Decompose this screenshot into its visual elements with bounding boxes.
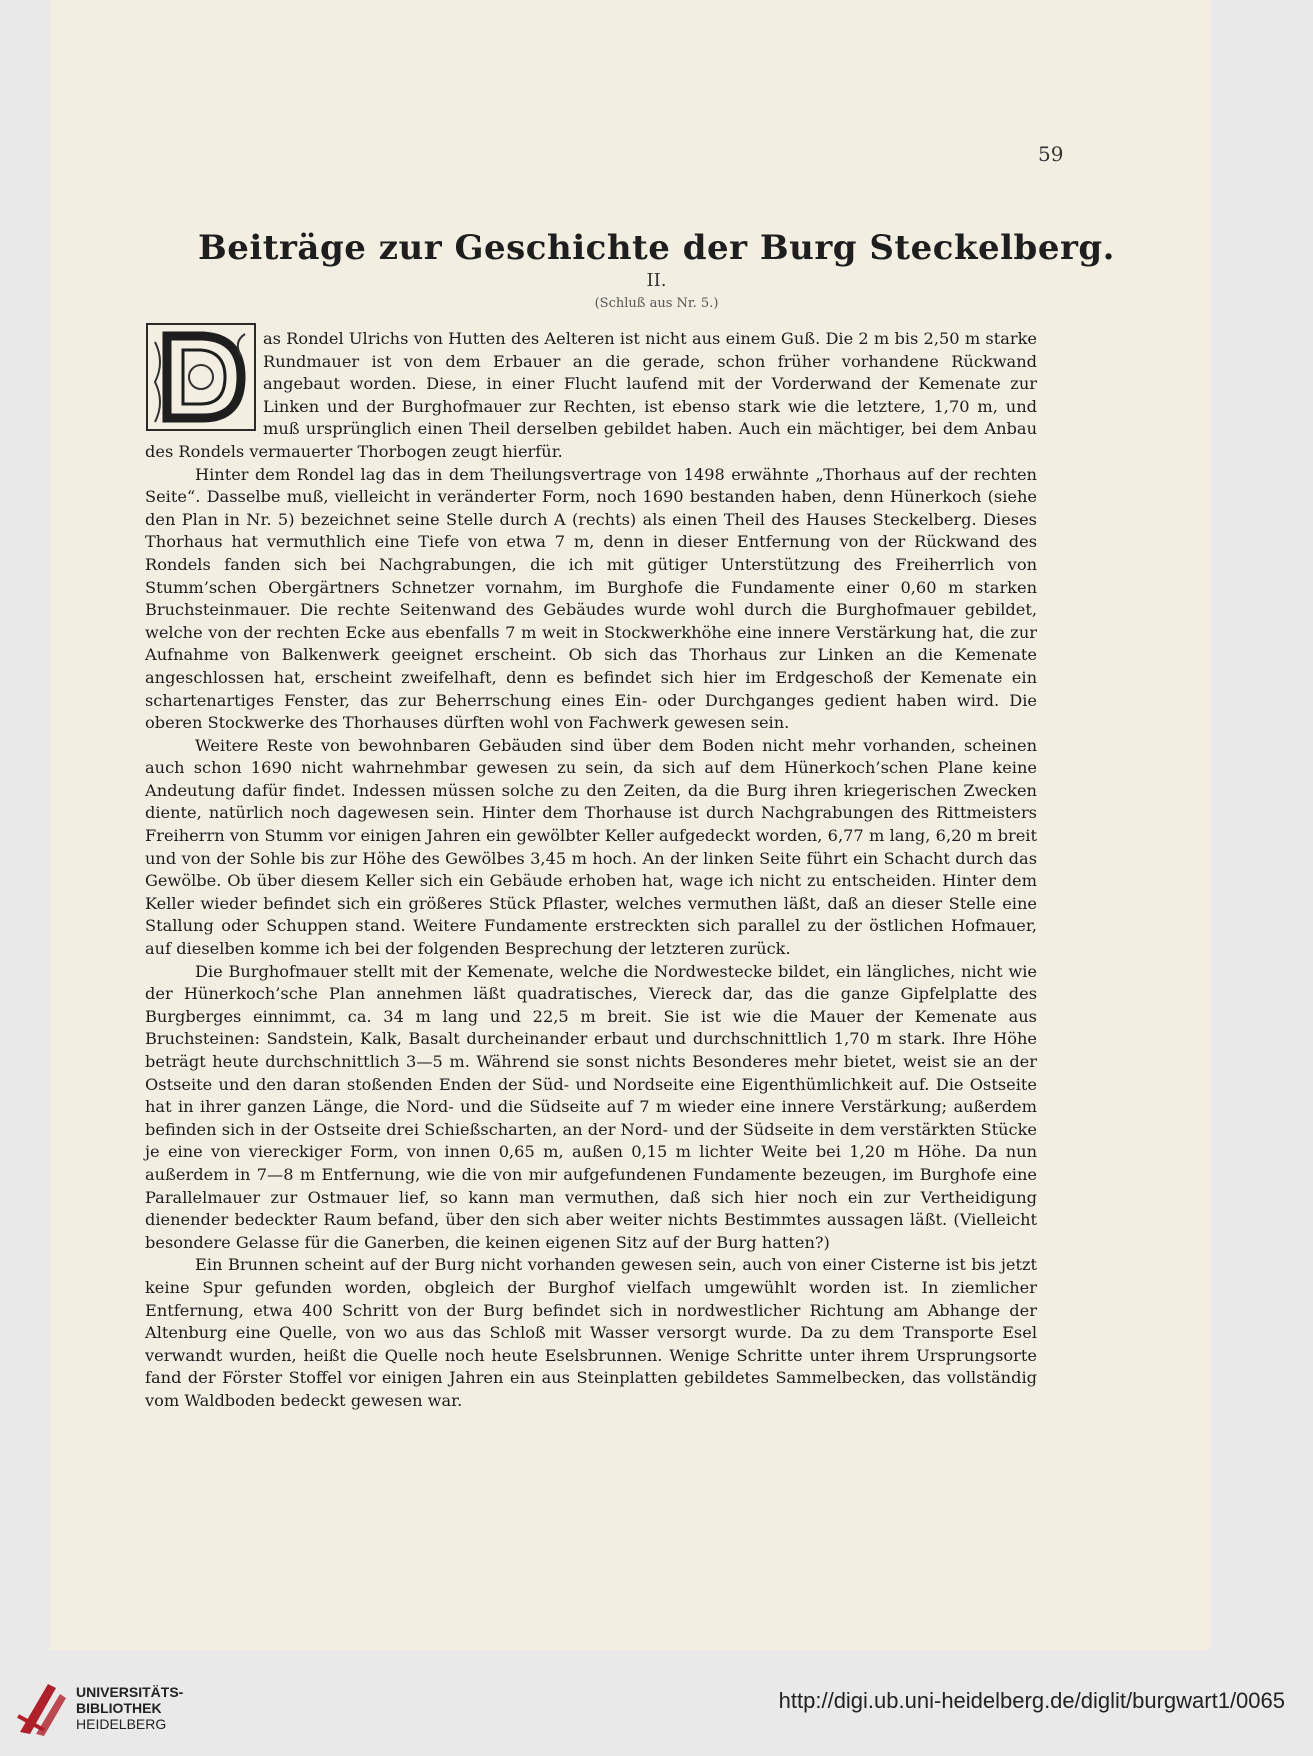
paragraph: Weitere Reste von bewohnbaren Gebäuden sind über dem Boden nicht mehr vorhanden, scheinen auch schon 1690 nicht wahrnehmbar gewesen zu sein, da sich auf dem Hünerkoch’schen Plane keine Andeutung dafür findet. Indessen müssen solche zu den Zeiten, da die Burg ihren kriegerischen Zwecken diente, natürlich noch dagewesen sein. Hinter dem Thorhause ist durch Nachgrabungen des Rittmeisters Freiherrn von Stumm vor einigen Jahren ein gewölbter Keller aufgedeckt worden, 6,77 m lang, 6,20 m breit und von der Sohle bis zur Höhe des Gewölbes 3,45 m hoch. An der linken Seite führt ein Schacht durch das Gewölbe. Ob über diesem Keller sich ein Gebäude erhoben hat, wage ich nicht zu entscheiden. Hinter dem Keller wieder befindet sich ein größeres Stück Pflaster, welches vermuthen läßt, daß an dieser Stelle eine Stallung oder Schuppen stand. Weitere Fundamente erstreckten sich parallel zu der östlichen Hofmauer, auf dieselben komme ich bei der folgenden Besprechung der letzteren zurück. (145, 735, 1037, 959)
footer-bar (0, 1650, 1313, 1756)
institution-line: HEIDELBERG (76, 1716, 167, 1732)
continuation-note: (Schluß aus Nr. 5.) (594, 296, 719, 311)
paragraph (145, 328, 1037, 464)
page-number: 59 (1038, 142, 1064, 166)
source-url-link[interactable]: http://digi.ub.uni-heidelberg.de/diglit/burgwart1/0065 (778, 1688, 1285, 1713)
institution-line: BIBLIOTHEK (76, 1700, 162, 1716)
article-title: Beiträge zur Geschichte der Burg Steckelberg. (198, 228, 1115, 268)
institution-name (76, 1684, 183, 1732)
institution-line: UNIVERSITÄTS- (76, 1684, 184, 1700)
paragraph: Die Burghofmauer stellt mit der Kemenate, welche die Nordwestecke bildet, ein längliches, nicht wie der Hünerkoch’sche Plan annehmen läßt quadratisches, Viereck dar, das die ganze Gipfelplatte des Burgberges einnimmt, ca. 34 m lang und 22,5 m breit. Sie ist wie die Mauer der Kemenate aus Bruchsteinen: Sandstein, Kalk, Basalt durcheinander erbaut und durchschnittlich 1,70 m stark. Ihre Höhe beträgt heute durchschnittlich 3—5 m. Während sie sonst nichts Besonderes mehr bietet, weist sie an der Ostseite und den daran stoßenden Enden der Süd- und Nordseite eine Eigenthümlichkeit auf. Die Ostseite hat in ihrer ganzen Länge, die Nord- und die Südseite auf 7 m wieder eine innere Verstärkung; außerdem befinden sich in der Ostseite drei Schießscharten, an der Nord- und der Südseite in dem verstärkten Stücke je eine von viereckiger Form, von innen 0,65 m, außen 0,15 m lichter Weite bei 1,20 m Höhe. Da nun außerdem in 7—8 m Entfernung, wie die von mir aufgefundenen Fundamente bezeugen, im Burghofe eine Parallelmauer zur Ostmauer lief, so kann man vermuthen, daß sich hier noch ein zur Vertheidigung dienender bedeckter Raum befand, über den sich aber weiter nichts Bestimmtes aussagen läßt. (Vielleicht besondere Gelasse für die Ganerben, die keinen eigenen Sitz auf der Burg hatten?) (145, 961, 1037, 1252)
initial-space (145, 328, 263, 436)
paragraph-text: as Rondel Ulrichs von Hutten des Aelteren ist nicht aus einem Guß. Die 2 m bis 2,50 m starke Rundmauer ist von dem Erbauer an die gerade, schon früher vorhandene Rückwand angebaut worden. Diese, in einer Flucht laufend mit der Vorderwand der Kemenate zur Linken und der Burghofmauer zur Rechten, ist ebenso stark wie die letztere, 1,70 m, und muß ursprünglich einen Theil derselben gebildet haben. Auch ein mächtiger, bei dem Anbau des Rondels vermauerter Thorbogen zeugt hierfür. (145, 329, 1037, 461)
paragraph: Ein Brunnen scheint auf der Burg nicht vorhanden gewesen sein, auch von einer Cisterne ist bis jetzt keine Spur gefunden worden, obgleich der Burghof vielfach umgewühlt worden ist. In ziemlicher Entfernung, etwa 400 Schritt von der Burg befindet sich in nordwestlicher Richtung am Abhange der Altenburg eine Quelle, von wo aus das Schloß mit Wasser versorgt wurde. Da zu dem Transporte Esel verwandt wurden, heißt die Quelle noch heute Eselsbrunnen. Wenige Schritte unter ihrem Ursprungsorte fand der Förster Stoffel vor einigen Jahren ein aus Steinplatten gebildetes Sammelbecken, das vollständig vom Waldboden bedeckt gewesen war. (145, 1255, 1037, 1410)
paragraph: Hinter dem Rondel lag das in dem Theilungsvertrage von 1498 erwähnte „Thorhaus auf der rechten Seite“. Dasselbe muß, vielleicht in veränderter Form, noch 1690 bestanden haben, denn Hünerkoch (siehe den Plan in Nr. 5) bezeichnet seine Stelle durch A (rechts) als einen Theil des Hauses Steckelberg. Dieses Thorhaus hat vermuthlich eine Tiefe von etwa 7 m, denn in dieser Entfernung von der Rückwand des Rondels fanden sich bei Nachgrabungen, die ich mit gütiger Unterstützung des Freiherrlich von Stumm’schen Obergärtners Schnetzer vornahm, im Burghofe die Fundamente einer 0,60 m starken Bruchsteinmauer. Die rechte Seitenwand des Gebäudes wurde wohl durch die Burghofmauer gebildet, welche von der rechten Ecke aus ebenfalls 7 m weit in Stockwerkhöhe eine innere Verstärkung hat, die zur Aufnahme von Balkenwerk geeignet erscheint. Ob sich das Thorhaus zur Linken an die Kemenate angeschlossen hat, erscheint zweifelhaft, denn es befindet sich hier im Erdgeschoß der Kemenate ein schartenartiges Fenster, das zur Beherrschung eines Ein- oder Durchganges gedient haben wird. Die oberen Stockwerke des Thorhauses dürften wohl von Fachwerk gewesen sein. (145, 464, 1037, 733)
article-part: II. (646, 270, 667, 291)
article-body (145, 328, 1037, 1413)
university-library-logo-icon (14, 1676, 70, 1740)
